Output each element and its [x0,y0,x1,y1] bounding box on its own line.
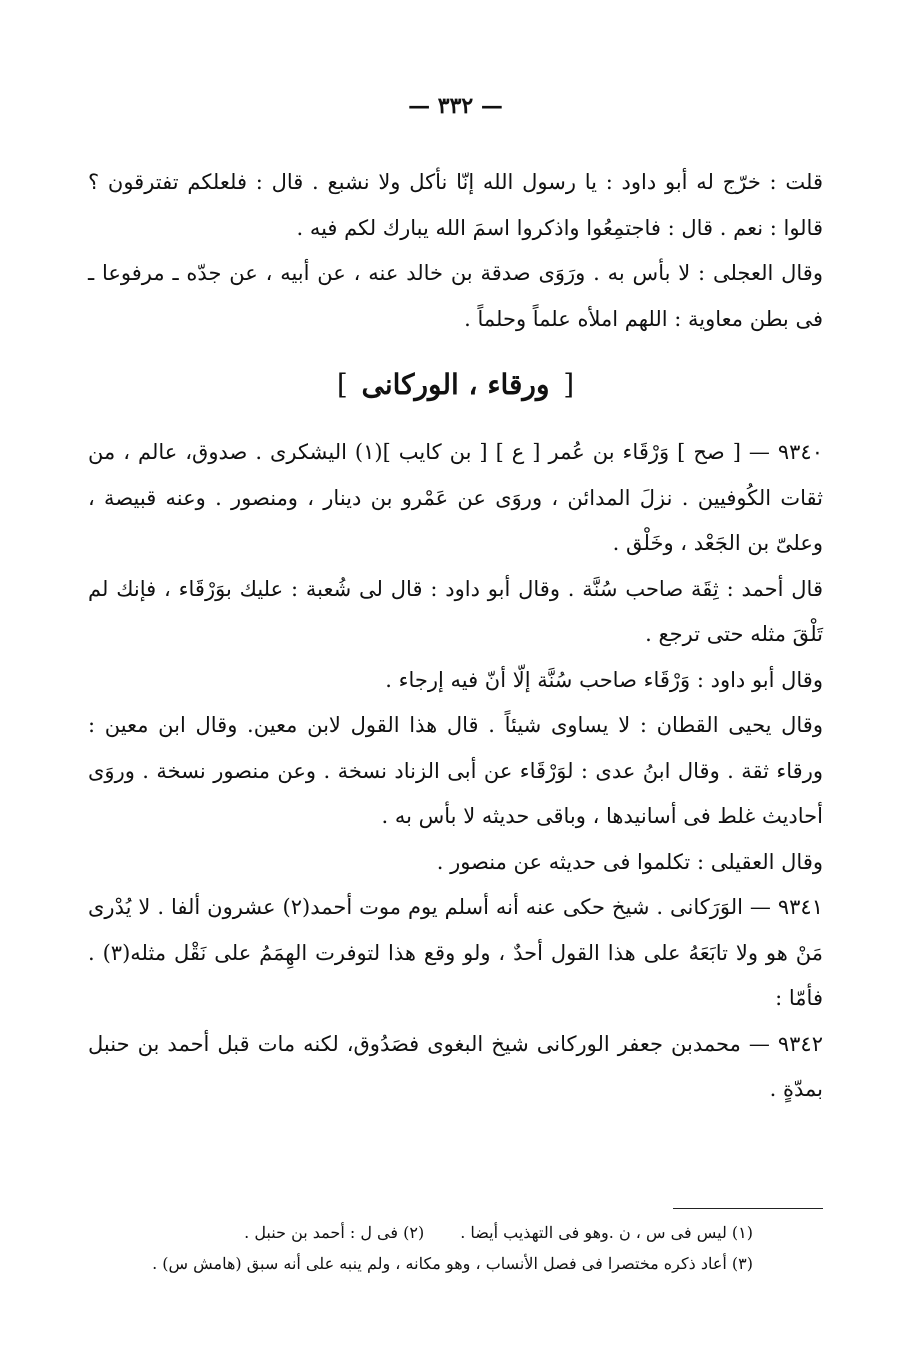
paragraph-1: قلت : خرّج له أبو داود : يا رسول الله إنّا نأكل ولا نشبع . قال : فلعلكم تفترقون ؟ قالوا : نعم . قال : فاجتمِعُوا واذكروا اسمَ الله يبارك لكم فيه . [88,170,823,240]
paragraph-al-uqayli: وقال العقيلى : تكلموا فى حديثه عن منصور . [436,849,823,874]
footnote-1: (١) ليس فى س ، ن .وهو فى التهذيب أيضا . [460,1223,753,1242]
footnote-line-1 [88,1217,823,1248]
footnote-divider [673,1208,823,1209]
section-title [88,360,823,410]
footnote-3: (٣) أعاد ذكره مختصرا فى فصل الأنساب ، وهو مكانه ، ولم ينبه على أنه سبق (هامش س) . [152,1254,753,1273]
section-title-text: ورقاء ، الوركانى [361,368,550,401]
section-title-open-bracket: [ [563,368,575,401]
page-body [88,86,823,1113]
footnotes [88,1208,823,1279]
section-title-close-bracket: ] [336,368,348,401]
paragraph-2: وقال العجلى : لا بأس به . ورَوَى صدقة بن خالد عنه ، عن أبيه ، عن جدّه ـ مرفوعا ـ فى بطن معاوية : اللهم املأه علماً وحلماً . [88,261,823,331]
paragraph-ahmad: قال أحمد : ثِقَة صاحب سُنَّة . وقال أبو داود : قال لى شُعبة : عليك بوَرْقَاء ، فإنك لم تَلْقَ مثله حتى ترجع . [88,576,823,646]
entry-9340: ٩٣٤٠ — [ صح ] وَرْقَاء بن عُمر [ ع ] [ بن كايب ](١) اليشكرى . صدوق، عالم ، من ثقات الكُوفيين . نزلَ المدائن ، وروَى عن عَمْرو بن دينار ، ومنصور . وعنه قبيصة ، وعلىّ بن الجَعْد ، وخَلْق . [88,440,823,555]
paragraph-yahya-al-qattan: وقال يحيى القطان : لا يساوى شيئاً . قال هذا القول لابن معين. وقال ابن معين : ورقاء ثقة . وقال ابنُ عدى : لوَرْقَاء عن أبى الزناد نسخة . وعن منصور نسخة . وروَى أحاديث غلط فى أسانيدها ، وباقى حديثه لا بأس به . [88,713,823,828]
footnote-2: (٢) فى ل : أحمد بن حنبل . [244,1223,425,1242]
page-number: — ٣٣٢ — [408,93,503,119]
entry-9342: ٩٣٤٢ — محمدبن جعفر الوركانى شيخ البغوى فصَدُوق، لكنه مات قبل أحمد بن حنبل بمدّةٍ . [88,1031,823,1101]
entry-9341: ٩٣٤١ — الوَرَكانى . شيخ حكى عنه أنه أسلم يوم موت أحمد(٢) عشرون ألفا . لا يُدْرى مَنْ هو ولا تابَعَهُ على هذا القول أحدٌ ، ولو وقع هذا لتوفرت الهِمَمُ على نَقْل مثله(٣) . فأمّا : [88,895,824,1010]
paragraph-abu-dawud: وقال أبو داود : وَرْقَاء صاحب سُنَّة إلّا أنّ فيه إرجاء . [385,667,823,692]
